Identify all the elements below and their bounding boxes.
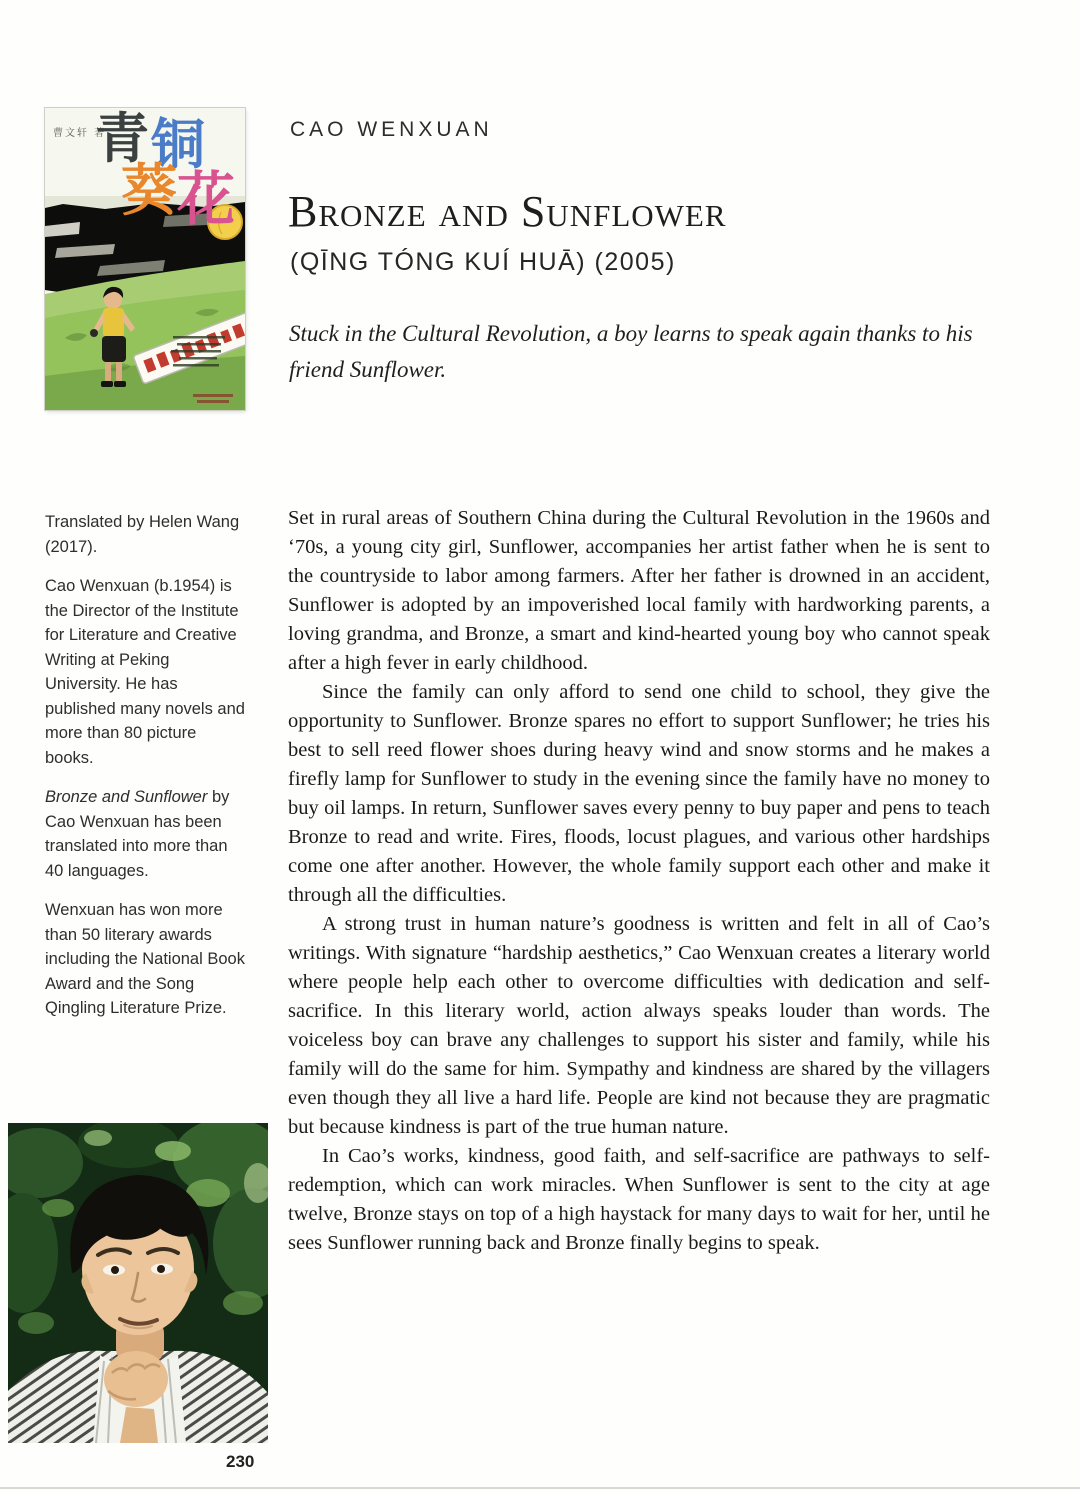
translator-note: Translated by Helen Wang (2017). [45, 513, 240, 556]
body-paragraph-2: Since the family can only afford to send one child to school, they give the opportunity to Sunflower. Bronze spares no effort to support Sunflower; he tries his best to sell reed flower shoes during heavy wind and snow storms and he makes a firefly lamp for Sunflower to study in the evening since the family have no money to buy oil lamps. In return, Sunflower saves every penny to buy paper and pens to teach Bronze to read and write. Fires, floods, locust plagues, and various other hardships come one after another. However, the whole family support each other and make it through all the difficulties. [288, 681, 990, 906]
cover-title-char-kui: 葵 [121, 159, 177, 224]
cover-author-credit: 曹文轩 著 [53, 128, 107, 139]
translation-count-note: Bronze and Sunflower by Cao Wenxuan has been translated into more than 40 languages. [45, 788, 230, 880]
book-tagline: Stuck in the Cultural Revolution, a boy learns to speak again thanks to his friend Sunflower. [289, 321, 973, 382]
body-paragraph-1: Set in rural areas of Southern China during the Cultural Revolution in the 1960s and ‘70s, a young city girl, Sunflower, accompanies her artist father when he is sent to the countryside to labor among farmers. After her father is drowned in an accident, Sunflower is adopted by an impoverished local family with hardworking parents, a loving grandma, and Bronze, a smart and kind-hearted young boy who cannot speak after a high fever in early childhood. [288, 507, 990, 674]
cover-title-char-qing: 青 [95, 108, 149, 170]
fist [104, 1351, 168, 1407]
body-paragraph-3: A strong trust in human nature’s goodness is written and felt in all of Cao’s writings. With signature “hardship aesthetics,” Cao Wenxuan creates a literary world where people help each other to overcome difficulties with dedication and self-sacrifice. In this literary world, action always speaks louder than words. The voiceless boy can brave any challenges to support his sister and family, while his family will do the same for him. Sympathy and kindness are shared by the villagers even though they all live a hard life. People are kind not because they are pragmatic but because kindness is part of the true human nature. [288, 913, 990, 1138]
pinyin-and-year: (QĪNG TÓNG KUÍ HUĀ) (2005) [290, 248, 676, 276]
author-photo [8, 1123, 268, 1443]
body-text [288, 504, 990, 1258]
sidebar-notes [45, 510, 245, 1036]
book-cover-image [45, 108, 245, 410]
awards-note: Wenxuan has won more than 50 literary awards including the National Book Award and the Song Qingling Literature Prize. [45, 901, 245, 1017]
cover-title-char-hua: 花 [177, 165, 236, 233]
page-bottom-edge [0, 1487, 1080, 1489]
cover-title-char-tong: 铜 [151, 113, 205, 176]
author-bio-note: Cao Wenxuan (b.1954) is the Director of the Institute for Literature and Creative Writing at Peking University. He has published many novels and more than 80 picture books. [45, 577, 245, 767]
body-paragraph-4: In Cao’s works, kindness, good faith, and self-sacrifice are pathways to self-redemption, which can work miracles. When Sunflower is sent to the city at age twelve, Bronze stays on top of a high haystack for many days to wait for her, until he sees Sunflower running back and Bronze finally begins to speak. [288, 1145, 990, 1254]
page-number: 230 [226, 1452, 255, 1471]
author-name: CAO WENXUAN [290, 118, 493, 141]
author-portrait-illustration [8, 1123, 268, 1443]
page-title: Bronze and Sunflower [288, 187, 727, 236]
book-title-italic: Bronze and Sunflower [45, 788, 208, 806]
